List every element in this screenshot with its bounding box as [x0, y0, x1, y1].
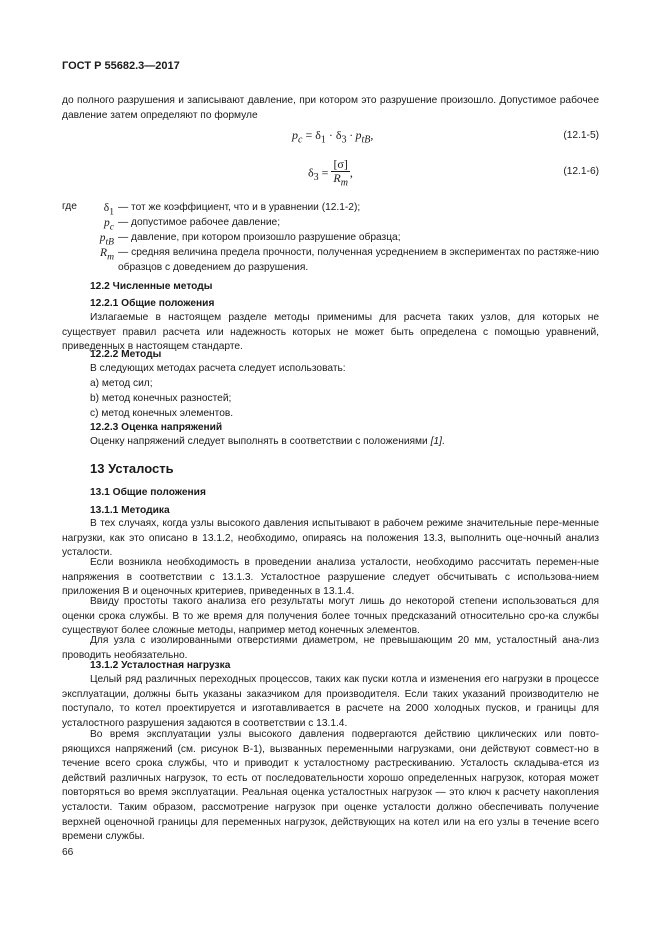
equation-number: (12.1-6)	[563, 166, 599, 177]
fraction: $\frac{[\sigma]}{R_m}$	[333, 157, 348, 189]
paragraph: В следующих методах расчета следует использовать:	[90, 363, 346, 374]
chapter-heading: 13 Усталость	[90, 461, 174, 476]
page-number: 66	[62, 847, 74, 858]
paragraph: Излагаемые в настоящем разделе методы применимы для расчета таких узлов, для которых не существует правил расчета или надежность которых не может быть определена с помощью уравнений, приведенных в настоящем стандарте.	[62, 312, 599, 353]
section-heading: 12.2 Численные методы	[90, 281, 213, 292]
paragraph: Во время эксплуатации узлы высокого давления подвергаются действию циклических или повто-ряющихся напряжений (см. рисунок В-1), вызванных переменными нагрузками, они действуют совмест-но в течение всего срока службы, что и приводит к усталостному растрескиванию. Усталость складыва-ется из действий различных нагрузок, то есть от последовательности хорошо определенных нагрузок, которая может повторяться во время эксплуатации. Реальная оценка усталостных нагрузок — это ключ к расчету накопления усталости. Таким образом, рассмотрение нагрузок при оценке усталости должно обеспечивать получение верхней оценочной границы для переменных нагрузок, действующих на котел или на его узлы в течение всего времени службы.	[62, 729, 599, 843]
subsection-heading: 13.1.2 Усталостная нагрузка	[90, 660, 231, 671]
subsection-heading: 12.2.2 Методы	[90, 349, 162, 360]
paragraph: В тех случаях, когда узлы высокого давления испытывают в рабочем режиме значительные пере-менные нагрузки, как это описано в 13.1.2, необходимо, опираясь на положения 13.3, выполнить оце-ночный анализ усталости.	[62, 518, 599, 559]
definition-row: $\delta_1$ — тот же коэффициент, что и в уравнении (12.1-2);	[103, 202, 361, 218]
subsection-heading: 13.1.1 Методика	[90, 505, 170, 516]
list-item: b) метод конечных разностей;	[90, 393, 232, 404]
subsection-heading: 12.2.1 Общие положения	[90, 298, 215, 309]
citation-link[interactable]: [1]	[430, 436, 442, 447]
equation-number: (12.1-5)	[563, 130, 599, 141]
paragraph: Оценку напряжений следует выполнять в соответствии с положениями [1].	[90, 436, 445, 447]
list-item: а) метод сил;	[90, 378, 153, 389]
definition-row: $p_c$ — допустимое рабочее давление;	[103, 217, 281, 233]
section-heading: 13.1 Общие положения	[90, 487, 206, 498]
list-item: c) метод конечных элементов.	[90, 408, 234, 419]
paragraph: Для узла с изолированными отверстиями диаметром, не превышающим 20 мм, усталостный ана-лиз проводить необязательно.	[62, 635, 599, 661]
paragraph: Если возникла необходимость в проведении анализа усталости, необходимо рассчитать перемен-ные напряжения в соответствии с 13.1.3. Усталостное разрушение следует обсчитывать с использова-нием приложения В и оценочных критериев, приведенных в 13.1.4.	[62, 557, 599, 598]
subsection-heading: 12.2.3 Оценка напряжений	[90, 422, 223, 433]
paragraph: Целый ряд различных переходных процессов, таких как пуски котла и изменения его нагрузки в процессе эксплуатации, должны быть указаны заказчиком для производителя. Если таких указаний производителю не поступало, то котел проектируется и изготавливается в расчете на 2000 холодных пусков, и границы для усталостного разрушения задаются в соответствии с 13.1.4.	[62, 674, 599, 729]
paragraph: Ввиду простоты такого анализа его результаты могут лишь до некоторой степени использоваться для оценки срока службы. В то же время для получения более точных предсказаний относительно сро-ка службы существуют более сложные методы, например метод конечных элементов.	[62, 596, 599, 637]
document-header: ГОСТ Р 55682.3—2017	[62, 60, 180, 72]
definition-row: $p_{tB}$ — давление, при котором произошло разрушение образца;	[99, 232, 401, 248]
where-label: где	[62, 201, 77, 212]
definition-row: $R_m$ — средняя величина предела прочности, полученная усреднением в экспериментах по растяже-нию образцов с доведением до разрушения.	[100, 247, 599, 273]
equation-12-1-6: $\delta_3$ = $\frac{[\sigma]}{R_m}$ ,	[308, 157, 353, 189]
equation-12-1-5: $p_c = \delta_1 \cdot \delta_3 \cdot p_{tB}$,	[292, 128, 374, 146]
intro-paragraph: до полного разрушения и записывают давление, при котором это разрушение произошло. Допустимое рабочее давление затем определяют по формуле	[62, 95, 599, 121]
